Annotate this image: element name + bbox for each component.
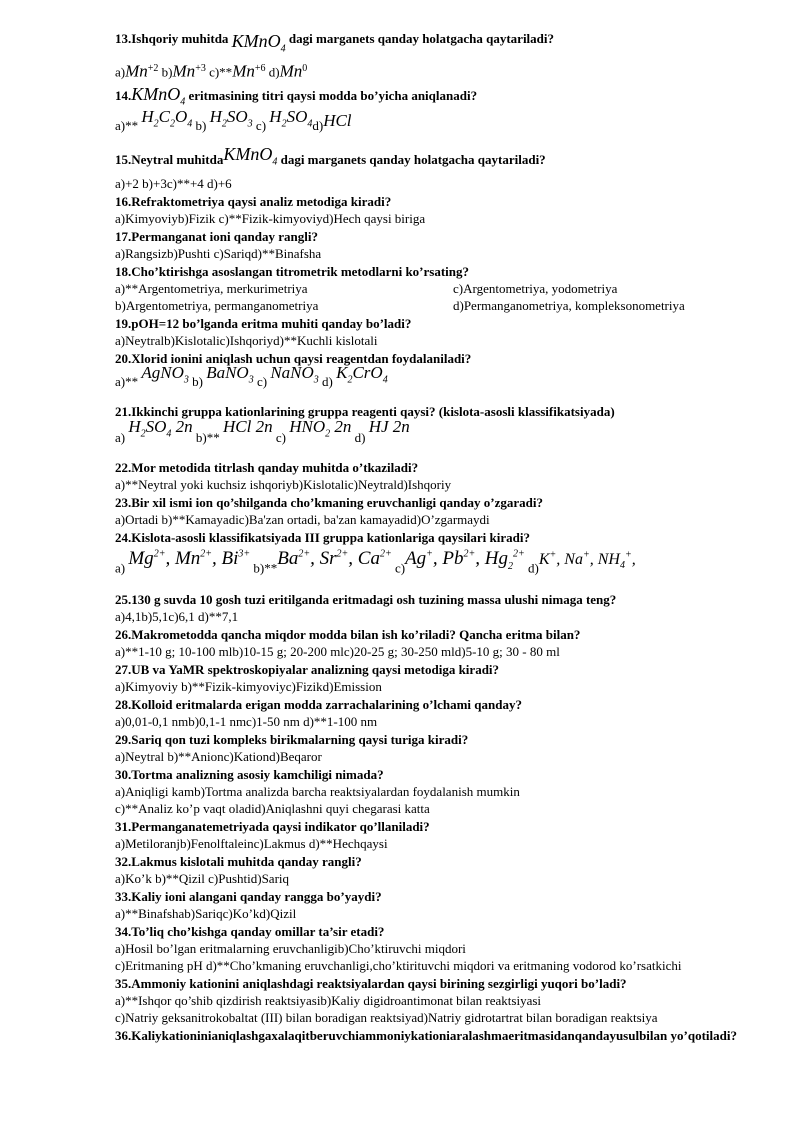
formula-mn: Mn xyxy=(172,60,196,80)
question-16: 16.Refraktometriya qaysi analiz metodiga kiradi? xyxy=(115,193,392,209)
question-23: 23.Bir xil ismi ion qo’shilganda cho’kmaning eruvchanligi qanday o’zgaradi? xyxy=(115,494,543,510)
formula-bano3: BaNO$_3$ xyxy=(206,362,254,386)
answers-29: a)Neytral b)**Anionc)Kationd)Beqaror xyxy=(115,748,322,764)
answers-33: a)**Binafshab)Sariqc)Ko’kd)Qizil xyxy=(115,905,297,921)
answers-28: a)0,01-0,1 nmb)0,1-1 nmc)1-50 nm d)**1-100 nm xyxy=(115,713,378,729)
formula-nano3: NaNO$_3$ xyxy=(270,362,319,386)
question-28: 28.Kolloid eritmalarda erigan modda zarrachalarining o’lchami qanday? xyxy=(115,696,522,712)
answers-13: $a)Mn^{+2}$ $b)Mn^{+3}$ $c)**Mn^{+6}$ d)Mn$^0$ xyxy=(115,60,308,80)
answers-19: a)Neytralb)Kislotalic)Ishqoriyd)**Kuchli kislotali xyxy=(115,332,378,348)
question-27: 27.UB va YaMR spektroskopiyalar analizning qaysi metodiga kiradi? xyxy=(115,661,500,677)
question-17: 17.Permanganat ioni qanday rangli? xyxy=(115,228,318,244)
question-14-text: eritmasining titri qaysi modda bo’yicha aniqlanadi? xyxy=(188,87,478,103)
formula-k2cro4: $K_2CrO_4$ xyxy=(336,362,388,386)
answers-34-line1: a)Hosil bo’lgan eritmalarning eruvchanligib)Cho’ktiruvchi miqdori xyxy=(115,940,466,956)
formula-mn: Mn xyxy=(125,60,148,80)
document-page xyxy=(115,30,775,1044)
question-19: 19.pOH=12 bo’lganda eritma muhiti qanday bo’ladi? xyxy=(115,315,412,331)
answers-30-line1: a)Aniqligi kamb)Tortma analizda barcha reaktsiyalardan foydalanish mumkin xyxy=(115,783,520,799)
formula-group-d: K+, Na+, $NH_4^+$, xyxy=(538,549,636,572)
question-26: 26.Makrometodda qancha miqdor modda bilan ish ko’riladi? Qancha eritma bilan? xyxy=(115,626,581,642)
answers-25: a)4,1b)5,1c)6,1 d)**7,1 xyxy=(115,608,239,624)
formula-mn: Mn xyxy=(232,60,255,80)
formula-hcl: HCl xyxy=(323,111,352,131)
answers-17: a)Rangsizb)Pushti c)Sariqd)**Binafsha xyxy=(115,245,322,261)
answers-23: a)Ortadi b)**Kamayadic)Ba'zan ortadi, ba'zan kamayadid)O’zgarmaydi xyxy=(115,511,490,527)
question-21: 21.Ikkinchi gruppa kationlarining gruppa reagenti qaysi? (kislota-asosli klassifikatsiyada) xyxy=(115,403,615,419)
formula-group-a: $Mg^{2+}$, $Mn^{2+}$, $Bi^{3+}$ xyxy=(128,548,251,570)
answers-15: a)+2 b)+3c)**+4 d)+6 xyxy=(115,175,232,191)
answers-18-row1: a)**Argentometriya, merkurimetriya c)Argentometriya, yodometriya xyxy=(115,280,618,296)
formula-kmno4: KMnO$_4$ xyxy=(131,83,186,108)
formula-h2c2o4: $H_2C_2O_4$ xyxy=(141,107,193,130)
answers-27: a)Kimyoviy b)**Fizik-kimyoviyc)Fizikd)Emission xyxy=(115,678,382,694)
answers-30-line2: c)**Analiz ko’p vaqt oladid)Aniqlashni quyi chegarasi katta xyxy=(115,800,430,816)
answers-32: a)Ko’k b)**Qizil c)Pushtid)Sariq xyxy=(115,870,290,886)
question-31: 31.Permanganatemetriyada qaysi indikator qo’llaniladi? xyxy=(115,818,430,834)
formula-group-b: $Ba^{2+}$, $Sr^{2+}$, $Ca^{2+}$ xyxy=(277,548,392,570)
answers-14: a)** $H_2C_2O_4$ b) $H_2SO_3$ c) $H_2SO_4d)HCl$ xyxy=(115,107,352,134)
answers-16: a)Kimyoviyb)Fizik c)**Fizik-kimyoviyd)Hech qaysi biriga xyxy=(115,210,426,226)
question-33: 33.Kaliy ioni alangani qanday rangga bo’yaydi? xyxy=(115,888,382,904)
question-35: 35.Ammoniy kationini aniqlashdagi reaktsiyalardan qaysi birining sezgirligi yuqori bo’ladi? xyxy=(115,975,627,991)
question-20: 20.Xlorid ionini aniqlash uchun qaysi reagentdan foydalaniladi? xyxy=(115,350,472,366)
answers-35-line2: c)Natriy geksanitrokobaltat (III) bilan boradigan reaktsiyad)Natriy gidrotartrat bilan boradigan reaktsiya xyxy=(115,1009,658,1025)
formula-hno2-2n: $HNO_2$ 2n xyxy=(289,416,352,440)
question-13-text-end: dagi marganets qanday holatgacha qaytariladi? xyxy=(288,31,555,46)
formula-kmno4: KMnO$_4$ xyxy=(223,144,278,168)
formula-hj-2n: HJ 2n xyxy=(368,416,410,436)
question-24: 24.Kislota-asosli klassifikatsiyada III gruppa kationlariga qaysilari kiradi? xyxy=(115,529,530,545)
formula-hcl-2n: HCl 2n xyxy=(223,416,273,436)
answers-26: a)**1-10 g; 10-100 mlb)10-15 g; 20-200 mlc)20-25 g; 30-250 mld)5-10 g; 30 - 80 ml xyxy=(115,643,560,659)
question-25: 25.130 g suvda 10 gosh tuzi eritilganda eritmadagi osh tuzining massa ulushi nimaga teng? xyxy=(115,591,617,607)
question-14: 14.KMnO$_4$ eritmasining titri qaysi modda bo’yicha aniqlanadi? xyxy=(115,83,478,108)
question-18: 18.Cho’ktirishga asoslangan titrometrik metodlarni ko’rsating? xyxy=(115,263,470,279)
question-30: 30.Tortma analizning asosiy kamchiligi nimada? xyxy=(115,766,384,782)
formula-mn: Mn xyxy=(279,60,303,80)
question-29: 29.Sariq qon tuzi kompleks birikmalarning qaysi turiga kiradi? xyxy=(115,731,469,747)
formula-h2so4: $H_2SO_4$ xyxy=(269,107,313,130)
formula-h2so4-2n: $H_2SO_4$ 2n xyxy=(128,416,193,440)
answers-31: a)Metiloranjb)Fenolftaleinc)Lakmus d)**Hechqaysi xyxy=(115,835,388,851)
answers-18-row2: b)Argentometriya, permanganometriya d)Permanganometriya, kompleksonometriya xyxy=(115,297,685,313)
formula-kmno4: KMnO$_4$ xyxy=(231,31,286,55)
answers-34-line2: c)Eritmaning pH d)**Cho’kmaning eruvchanligi,cho’ktirituvchi miqdori va eritmaning vodorod ko’rsatkichi xyxy=(115,957,682,973)
question-22: 22.Mor metodida titrlash qanday muhitda o’tkaziladi? xyxy=(115,459,419,475)
answers-24: a) $Mg^{2+}$, $Mn^{2+}$, $Bi^{3+}$ $b)**Ba^{2+}$, $Sr^{2+}$, $Ca^{2+}$ c)Ag+, $Pb^{2+}$, $Hg_2^{2+}$ d)K+, Na+, $NH_4^+$, xyxy=(115,548,636,576)
answers-20: a)** AgNO$_3$ b) BaNO$_3$ c) NaNO$_3$ d) $K_2CrO_4$ xyxy=(115,362,388,389)
formula-agno3: AgNO$_3$ xyxy=(141,362,189,386)
question-15-text-end: dagi marganets qanday holatgacha qaytariladi? xyxy=(280,152,546,168)
question-13-text: 13.Ishqoriy muhitda xyxy=(115,31,229,46)
formula-group-c: Ag+, $Pb^{2+}$, $Hg_2^{2+}$ xyxy=(405,548,525,572)
question-34: 34.To’liq cho’kishga qanday omillar ta’sir etadi? xyxy=(115,923,385,939)
question-15 xyxy=(115,144,775,175)
question-15-text: 15.Neytral muhitda xyxy=(115,152,224,168)
question-13 xyxy=(115,30,775,58)
question-36: 36.Kaliykationinianiqlashgaxalaqitberuvchiammoniykationiaralashmaeritmasidanqandayusulbilan yo’qotiladi? xyxy=(115,1027,737,1043)
question-32: 32.Lakmus kislotali muhitda qanday rangli? xyxy=(115,853,362,869)
formula-h2so3: $H_2SO_3$ xyxy=(209,107,253,130)
answers-35-line1: a)**Ishqor qo’shib qizdirish reaktsiyasib)Kaliy digidroantimonat bilan reaktsiyasi xyxy=(115,992,542,1008)
answers-22: a)**Neytral yoki kuchsiz ishqoriyb)Kislotalic)Neytrald)Ishqoriy xyxy=(115,476,452,492)
answers-21: a) $H_2SO_4$ 2n b)** HCl 2n c) $HNO_2$ 2n d) HJ 2n xyxy=(115,416,410,445)
